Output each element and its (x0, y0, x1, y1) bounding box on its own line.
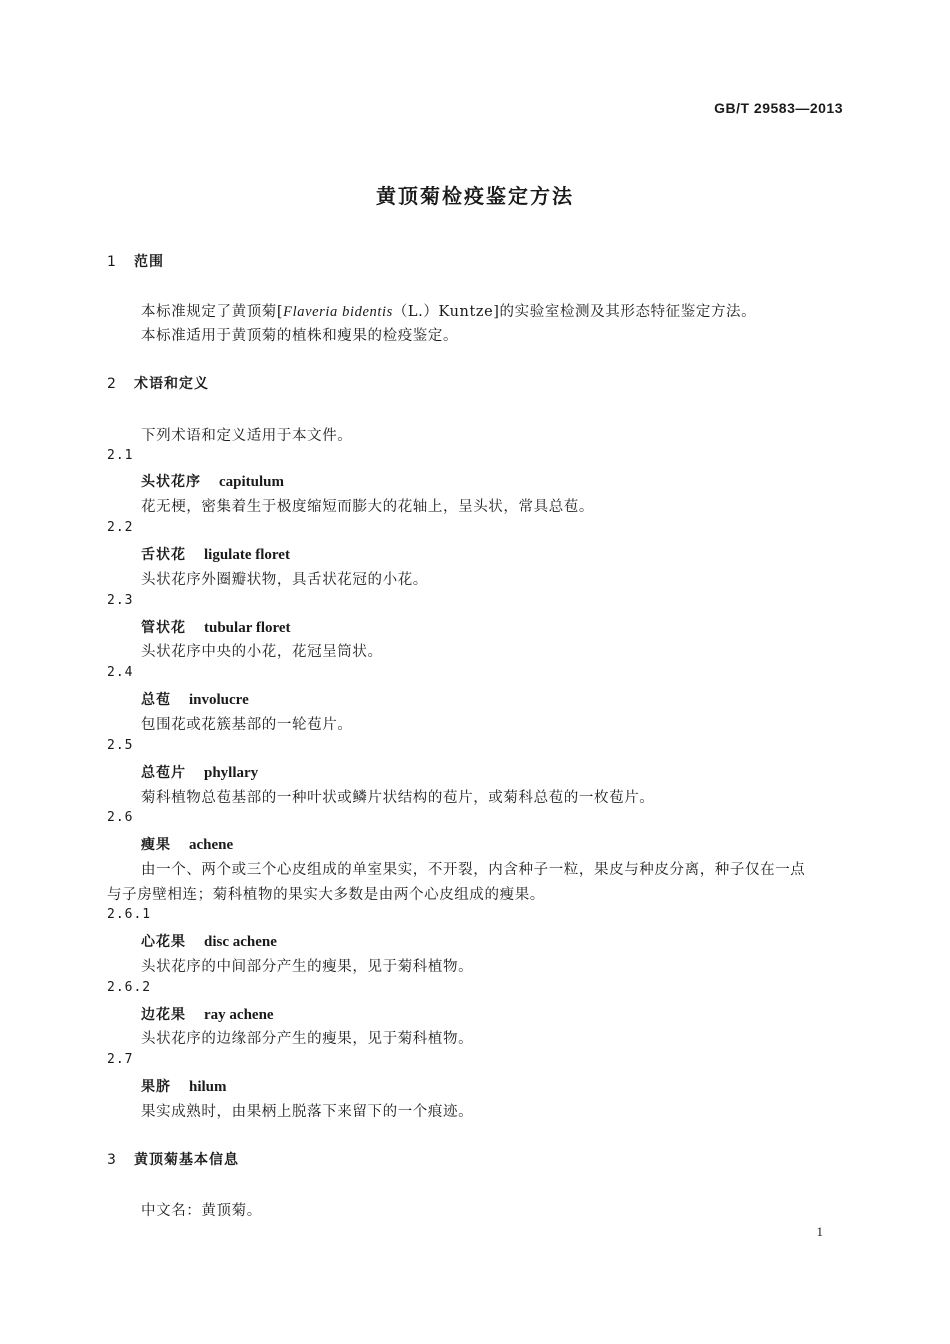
term-zh: 管状花 (141, 620, 186, 636)
section-heading-basic-info (107, 1149, 239, 1169)
term-zh: 边花果 (141, 1007, 186, 1023)
term-number: 2.4 (107, 665, 134, 680)
section-title: 黄顶菊基本信息 (134, 1152, 239, 1168)
term-definition: 包围花或花簇基部的一轮苞片。 (141, 717, 353, 733)
document-title: 黄顶菊检疫鉴定方法 (376, 184, 574, 208)
term-number: 2.6.2 (107, 980, 152, 995)
term-definition: 菊科植物总苞基部的一种叶状或鳞片状结构的苞片，或菊科总苞的一枚苞片。 (141, 790, 655, 806)
scope-paragraph-2: 本标准适用于黄顶菊的植株和瘦果的检疫鉴定。 (141, 328, 459, 344)
term-number: 2.6 (107, 810, 134, 825)
chinese-name-line: 中文名：黄顶菊。 (141, 1203, 262, 1219)
section-title: 术语和定义 (134, 376, 209, 392)
term-number: 2.5 (107, 738, 134, 753)
term-heading (141, 1004, 274, 1024)
term-en: achene (189, 837, 234, 853)
term-en: disc achene (204, 934, 277, 950)
term-definition: 头状花序的中间部分产生的瘦果，见于菊科植物。 (141, 959, 474, 975)
term-heading (141, 689, 249, 709)
section-number: 3 (107, 1152, 117, 1168)
term-heading (141, 544, 290, 564)
scientific-name: Flaveria bidentis (283, 304, 393, 320)
term-definition: 头状花序的边缘部分产生的瘦果，见于菊科植物。 (141, 1031, 474, 1047)
term-heading (141, 931, 277, 951)
term-en: phyllary (204, 765, 259, 781)
term-zh: 心花果 (141, 934, 186, 950)
term-en: hilum (189, 1079, 227, 1095)
term-heading (141, 617, 291, 637)
section-number: 1 (107, 254, 117, 270)
term-en: involucre (189, 692, 249, 708)
scope-paragraph-1 (141, 300, 756, 321)
term-definition-continued: 与子房壁相连；菊科植物的果实大多数是由两个心皮组成的瘦果。 (107, 887, 545, 903)
term-zh: 舌状花 (141, 547, 186, 563)
term-heading (141, 1076, 227, 1096)
term-zh: 头状花序 (141, 474, 201, 490)
standard-code: GB/T 29583—2013 (714, 100, 843, 116)
term-number: 2.6.1 (107, 907, 152, 922)
term-zh: 总苞片 (141, 765, 186, 781)
term-en: ligulate floret (204, 547, 290, 563)
term-definition: 头状花序外圈瓣状物，具舌状花冠的小花。 (141, 572, 428, 588)
term-zh: 果脐 (141, 1079, 171, 1095)
term-heading (141, 471, 284, 491)
term-number: 2.1 (107, 448, 134, 463)
term-definition: 果实成熟时，由果柄上脱落下来留下的一个痕迹。 (141, 1104, 474, 1120)
scope-text-post: （L.）Kuntze]的实验室检测及其形态特征鉴定方法。 (392, 304, 757, 320)
term-en: tubular floret (204, 620, 291, 636)
term-definition: 头状花序中央的小花，花冠呈筒状。 (141, 644, 383, 660)
term-en: capitulum (219, 474, 285, 490)
term-zh: 总苞 (141, 692, 171, 708)
term-zh: 瘦果 (141, 837, 171, 853)
terms-intro: 下列术语和定义适用于本文件。 (141, 428, 353, 444)
term-heading (141, 834, 233, 854)
section-title: 范围 (134, 254, 164, 270)
term-definition: 花无梗，密集着生于极度缩短而膨大的花轴上，呈头状，常具总苞。 (141, 499, 594, 515)
scope-text-pre: 本标准规定了黄顶菊[ (141, 304, 284, 320)
section-number: 2 (107, 376, 117, 392)
term-number: 2.3 (107, 593, 134, 608)
section-heading-scope (107, 251, 164, 271)
term-number: 2.2 (107, 520, 134, 535)
page-number: 1 (816, 1224, 823, 1239)
term-number: 2.7 (107, 1052, 134, 1067)
term-heading (141, 762, 258, 782)
term-en: ray achene (204, 1007, 274, 1023)
term-definition: 由一个、两个或三个心皮组成的单室果实，不开裂，内含种子一粒，果皮与种皮分离，种子仅在一点 (141, 862, 806, 878)
section-heading-terms (107, 373, 209, 393)
